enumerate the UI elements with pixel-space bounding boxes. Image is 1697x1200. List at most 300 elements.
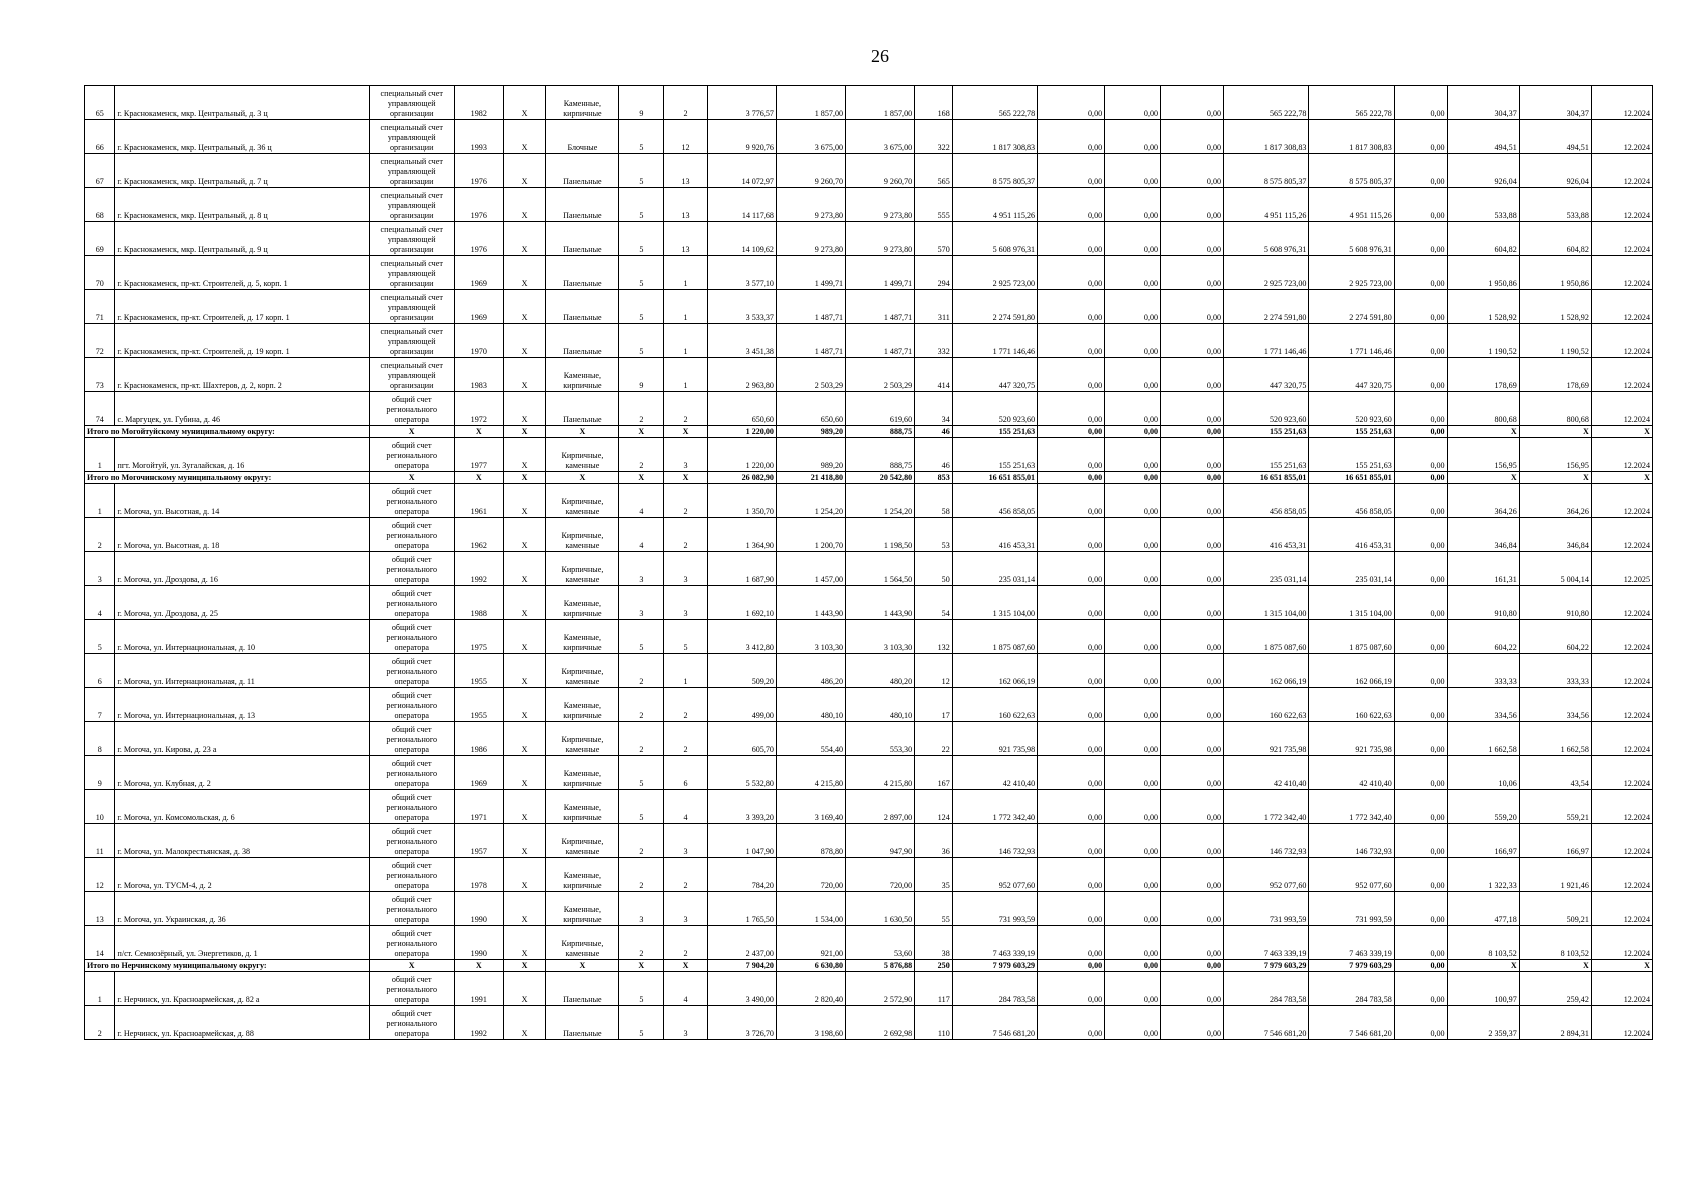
account-type-cell-line: организации bbox=[389, 347, 434, 356]
residents-cell: 46 bbox=[915, 426, 953, 438]
row-number: 72 bbox=[85, 324, 115, 358]
area1-cell: 1 534,00 bbox=[776, 892, 845, 926]
total-area-cell: 3 490,00 bbox=[707, 972, 776, 1006]
floors-cell: 5 bbox=[619, 222, 664, 256]
other-cell: 0,00 bbox=[1394, 324, 1447, 358]
table-row bbox=[85, 1006, 1653, 1040]
x-cell: X bbox=[503, 1006, 546, 1040]
unit1-cell: 334,56 bbox=[1447, 688, 1519, 722]
account-type-cell-line: регионального bbox=[386, 667, 438, 676]
f3-cell: 0,00 bbox=[1161, 790, 1224, 824]
material-cell-line: Панельные bbox=[563, 279, 602, 288]
x-cell: X bbox=[503, 926, 546, 960]
date-cell: 12.2024 bbox=[1591, 188, 1652, 222]
residents-cell: 36 bbox=[915, 824, 953, 858]
material-cell bbox=[546, 154, 619, 188]
area1-cell: 2 503,29 bbox=[776, 358, 845, 392]
f2-cell: 0,00 bbox=[1105, 824, 1161, 858]
own2-cell: 235 031,14 bbox=[1309, 552, 1394, 586]
area2-cell: 20 542,80 bbox=[846, 472, 915, 484]
unit2-cell: 604,82 bbox=[1519, 222, 1591, 256]
account-type-cell bbox=[369, 722, 454, 756]
unit2-cell: 604,22 bbox=[1519, 620, 1591, 654]
own2-cell: 2 925 723,00 bbox=[1309, 256, 1394, 290]
floors-cell: 2 bbox=[619, 688, 664, 722]
year-cell: 1976 bbox=[454, 154, 503, 188]
own1-cell: 160 622,63 bbox=[1224, 688, 1309, 722]
entrances-cell: 2 bbox=[664, 858, 708, 892]
floors-cell: 5 bbox=[619, 154, 664, 188]
other-cell: 0,00 bbox=[1394, 188, 1447, 222]
material-cell bbox=[546, 484, 619, 518]
account-type-cell bbox=[369, 688, 454, 722]
unit2-cell: 910,80 bbox=[1519, 586, 1591, 620]
f1-cell: 0,00 bbox=[1038, 688, 1105, 722]
account-type-cell-line: оператора bbox=[394, 779, 429, 788]
row-number: 5 bbox=[85, 620, 115, 654]
f3-cell: 0,00 bbox=[1161, 518, 1224, 552]
material-cell-line: Кирпичные, bbox=[561, 837, 604, 846]
material-cell-line: Кирпичные, bbox=[561, 735, 604, 744]
other-cell: 0,00 bbox=[1394, 472, 1447, 484]
area2-cell: 2 503,29 bbox=[846, 358, 915, 392]
account-type-cell bbox=[369, 392, 454, 426]
table-row bbox=[85, 154, 1653, 188]
residents-cell: 168 bbox=[915, 86, 953, 120]
own2-cell: 16 651 855,01 bbox=[1309, 472, 1394, 484]
area1-cell: 4 215,80 bbox=[776, 756, 845, 790]
area2-cell: 2 572,90 bbox=[846, 972, 915, 1006]
area2-cell: 553,30 bbox=[846, 722, 915, 756]
material-cell-line: Кирпичные, bbox=[561, 497, 604, 506]
cost-cell: 284 783,58 bbox=[952, 972, 1037, 1006]
f2-cell: 0,00 bbox=[1105, 484, 1161, 518]
year-cell: 1978 bbox=[454, 858, 503, 892]
cost-cell: 146 732,93 bbox=[952, 824, 1037, 858]
cost-cell: 1 315 104,00 bbox=[952, 586, 1037, 620]
unit2-cell: 926,04 bbox=[1519, 154, 1591, 188]
unit1-cell: 494,51 bbox=[1447, 120, 1519, 154]
residents-cell: 110 bbox=[915, 1006, 953, 1040]
unit1-cell: 161,31 bbox=[1447, 552, 1519, 586]
account-type-cell bbox=[369, 972, 454, 1006]
material-cell-line: Кирпичные, bbox=[561, 531, 604, 540]
unit2-cell: 43,54 bbox=[1519, 756, 1591, 790]
total-area-cell: 2 963,80 bbox=[707, 358, 776, 392]
residents-cell: 322 bbox=[915, 120, 953, 154]
other-cell: 0,00 bbox=[1394, 120, 1447, 154]
account-type-cell-line: регионального bbox=[386, 735, 438, 744]
cost-cell: 8 575 805,37 bbox=[952, 154, 1037, 188]
f1-cell: 0,00 bbox=[1038, 926, 1105, 960]
account-type-cell-line: регионального bbox=[386, 451, 438, 460]
f1-cell: 0,00 bbox=[1038, 324, 1105, 358]
cost-cell: 160 622,63 bbox=[952, 688, 1037, 722]
own1-cell: 1 772 342,40 bbox=[1224, 790, 1309, 824]
account-type-cell-line: организации bbox=[389, 313, 434, 322]
material-cell-line: кирпичные bbox=[563, 381, 602, 390]
floors-cell: 5 bbox=[619, 120, 664, 154]
cost-cell: 416 453,31 bbox=[952, 518, 1037, 552]
own1-cell: 416 453,31 bbox=[1224, 518, 1309, 552]
date-cell: 12.2024 bbox=[1591, 358, 1652, 392]
cost-cell: 565 222,78 bbox=[952, 86, 1037, 120]
f2-cell: 0,00 bbox=[1105, 756, 1161, 790]
area2-cell: 1 499,71 bbox=[846, 256, 915, 290]
year-cell: X bbox=[454, 426, 503, 438]
area2-cell: 1 487,71 bbox=[846, 324, 915, 358]
other-cell: 0,00 bbox=[1394, 688, 1447, 722]
own2-cell: 5 608 976,31 bbox=[1309, 222, 1394, 256]
f1-cell: 0,00 bbox=[1038, 620, 1105, 654]
total-area-cell: 3 776,57 bbox=[707, 86, 776, 120]
f3-cell: 0,00 bbox=[1161, 222, 1224, 256]
row-number: 4 bbox=[85, 586, 115, 620]
own1-cell: 1 315 104,00 bbox=[1224, 586, 1309, 620]
own2-cell: 1 817 308,83 bbox=[1309, 120, 1394, 154]
residents-cell: 555 bbox=[915, 188, 953, 222]
table-row bbox=[85, 688, 1653, 722]
f3-cell: 0,00 bbox=[1161, 120, 1224, 154]
x-cell: X bbox=[503, 120, 546, 154]
account-type-cell-line: организации bbox=[389, 245, 434, 254]
year-cell: 1988 bbox=[454, 586, 503, 620]
material-cell-line: Каменные, bbox=[563, 633, 602, 642]
unit1-cell: 304,37 bbox=[1447, 86, 1519, 120]
area2-cell: 3 103,30 bbox=[846, 620, 915, 654]
area1-cell: 21 418,80 bbox=[776, 472, 845, 484]
row-number: 73 bbox=[85, 358, 115, 392]
area1-cell: 1 443,90 bbox=[776, 586, 845, 620]
unit2-cell: 259,42 bbox=[1519, 972, 1591, 1006]
entrances-cell: 1 bbox=[664, 358, 708, 392]
f1-cell: 0,00 bbox=[1038, 290, 1105, 324]
f2-cell: 0,00 bbox=[1105, 960, 1161, 972]
area2-cell: 480,10 bbox=[846, 688, 915, 722]
entrances-cell: 6 bbox=[664, 756, 708, 790]
x-cell: X bbox=[503, 358, 546, 392]
x-cell: X bbox=[503, 620, 546, 654]
x-cell: X bbox=[503, 688, 546, 722]
area1-cell: 650,60 bbox=[776, 392, 845, 426]
unit1-cell: 364,26 bbox=[1447, 484, 1519, 518]
residents-cell: 565 bbox=[915, 154, 953, 188]
material-cell-line: Каменные, bbox=[563, 803, 602, 812]
row-number: 2 bbox=[85, 1006, 115, 1040]
x-cell: X bbox=[503, 552, 546, 586]
area2-cell: 947,90 bbox=[846, 824, 915, 858]
total-area-cell: 3 577,10 bbox=[707, 256, 776, 290]
account-type-cell bbox=[369, 552, 454, 586]
subtotal-label: Итого по Нерчинскому муниципальному округу: bbox=[85, 960, 370, 972]
account-type-cell-line: специальный счет bbox=[380, 191, 443, 200]
material-cell-line: каменные bbox=[565, 541, 600, 550]
year-cell: 1976 bbox=[454, 188, 503, 222]
table-row bbox=[85, 858, 1653, 892]
unit2-cell: 334,56 bbox=[1519, 688, 1591, 722]
other-cell: 0,00 bbox=[1394, 972, 1447, 1006]
year-cell: 1992 bbox=[454, 1006, 503, 1040]
material-cell-line: Кирпичные, bbox=[561, 667, 604, 676]
account-type-cell-line: управляющей bbox=[387, 371, 436, 380]
residents-cell: 53 bbox=[915, 518, 953, 552]
own2-cell: 1 875 087,60 bbox=[1309, 620, 1394, 654]
f3-cell: 0,00 bbox=[1161, 552, 1224, 586]
own2-cell: 921 735,98 bbox=[1309, 722, 1394, 756]
entrances-cell: 1 bbox=[664, 256, 708, 290]
unit2-cell: 1 662,58 bbox=[1519, 722, 1591, 756]
year-cell: 1986 bbox=[454, 722, 503, 756]
floors-cell: 5 bbox=[619, 290, 664, 324]
register-table bbox=[84, 85, 1653, 1040]
total-area-cell: 5 532,80 bbox=[707, 756, 776, 790]
residents-cell: 853 bbox=[915, 472, 953, 484]
row-number: 1 bbox=[85, 972, 115, 1006]
own2-cell: 731 993,59 bbox=[1309, 892, 1394, 926]
row-number: 10 bbox=[85, 790, 115, 824]
row-number: 2 bbox=[85, 518, 115, 552]
x-cell: X bbox=[503, 972, 546, 1006]
floors-cell: 4 bbox=[619, 518, 664, 552]
material-cell-line: каменные bbox=[565, 575, 600, 584]
f3-cell: 0,00 bbox=[1161, 892, 1224, 926]
area1-cell: 1 200,70 bbox=[776, 518, 845, 552]
unit1-cell: 559,20 bbox=[1447, 790, 1519, 824]
total-area-cell: 1 047,90 bbox=[707, 824, 776, 858]
address-cell: г. Нерчинск, ул. Красноармейская, д. 88 bbox=[115, 1006, 369, 1040]
entrances-cell: 2 bbox=[664, 484, 708, 518]
area1-cell: 1 254,20 bbox=[776, 484, 845, 518]
unit1-cell: 1 322,33 bbox=[1447, 858, 1519, 892]
own2-cell: 155 251,63 bbox=[1309, 426, 1394, 438]
unit2-cell: 178,69 bbox=[1519, 358, 1591, 392]
row-number: 13 bbox=[85, 892, 115, 926]
f3-cell: 0,00 bbox=[1161, 824, 1224, 858]
table-row bbox=[85, 586, 1653, 620]
cost-cell: 2 274 591,80 bbox=[952, 290, 1037, 324]
own1-cell: 5 608 976,31 bbox=[1224, 222, 1309, 256]
area1-cell: 2 820,40 bbox=[776, 972, 845, 1006]
material-cell bbox=[546, 552, 619, 586]
entrances-cell: 2 bbox=[664, 722, 708, 756]
address-cell: г. Могоча, ул. Интернациональная, д. 13 bbox=[115, 688, 369, 722]
account-type-cell-line: оператора bbox=[394, 541, 429, 550]
material-cell-line: Каменные, bbox=[563, 599, 602, 608]
table-row bbox=[85, 756, 1653, 790]
total-area-cell: 2 437,00 bbox=[707, 926, 776, 960]
area2-cell: 1 630,50 bbox=[846, 892, 915, 926]
cost-cell: 520 923,60 bbox=[952, 392, 1037, 426]
area2-cell: 1 564,50 bbox=[846, 552, 915, 586]
other-cell: 0,00 bbox=[1394, 926, 1447, 960]
account-type-cell bbox=[369, 654, 454, 688]
material-cell bbox=[546, 722, 619, 756]
account-type-cell bbox=[369, 324, 454, 358]
residents-cell: 17 bbox=[915, 688, 953, 722]
f1-cell: 0,00 bbox=[1038, 790, 1105, 824]
floors-cell: 2 bbox=[619, 858, 664, 892]
area2-cell: 480,20 bbox=[846, 654, 915, 688]
date-cell: 12.2024 bbox=[1591, 1006, 1652, 1040]
other-cell: 0,00 bbox=[1394, 1006, 1447, 1040]
area2-cell: 1 198,50 bbox=[846, 518, 915, 552]
entrances-cell: 3 bbox=[664, 438, 708, 472]
address-cell: г. Краснокаменск, мкр. Центральный, д. 36 ц bbox=[115, 120, 369, 154]
x-cell: X bbox=[503, 824, 546, 858]
date-cell: 12.2024 bbox=[1591, 756, 1652, 790]
x-cell: X bbox=[503, 892, 546, 926]
unit1-cell: 156,95 bbox=[1447, 438, 1519, 472]
floors-cell: X bbox=[619, 426, 664, 438]
unit2-cell: 1 528,92 bbox=[1519, 290, 1591, 324]
material-cell-line: кирпичные bbox=[563, 711, 602, 720]
row-number: 11 bbox=[85, 824, 115, 858]
floors-cell: 2 bbox=[619, 392, 664, 426]
row-number: 9 bbox=[85, 756, 115, 790]
unit1-cell: 178,69 bbox=[1447, 358, 1519, 392]
own1-cell: 456 858,05 bbox=[1224, 484, 1309, 518]
table-row bbox=[85, 324, 1653, 358]
material-cell-line: кирпичные bbox=[563, 109, 602, 118]
material-cell bbox=[546, 688, 619, 722]
x-cell: X bbox=[503, 790, 546, 824]
residents-cell: 167 bbox=[915, 756, 953, 790]
floors-cell: 2 bbox=[619, 824, 664, 858]
account-type-cell-line: специальный счет bbox=[380, 327, 443, 336]
material-cell bbox=[546, 620, 619, 654]
other-cell: 0,00 bbox=[1394, 552, 1447, 586]
material-cell-line: кирпичные bbox=[563, 915, 602, 924]
unit1-cell: X bbox=[1447, 426, 1519, 438]
unit2-cell: 364,26 bbox=[1519, 484, 1591, 518]
cost-cell: 447 320,75 bbox=[952, 358, 1037, 392]
cost-cell: 42 410,40 bbox=[952, 756, 1037, 790]
account-type-cell-line: общий счет bbox=[391, 589, 432, 598]
cost-cell: 7 546 681,20 bbox=[952, 1006, 1037, 1040]
unit1-cell: 604,22 bbox=[1447, 620, 1519, 654]
account-type-cell-line: специальный счет bbox=[380, 157, 443, 166]
f2-cell: 0,00 bbox=[1105, 858, 1161, 892]
material-cell bbox=[546, 518, 619, 552]
cost-cell: 1 817 308,83 bbox=[952, 120, 1037, 154]
account-type-cell-line: управляющей bbox=[387, 235, 436, 244]
account-type-cell-line: управляющей bbox=[387, 167, 436, 176]
unit1-cell: 1 528,92 bbox=[1447, 290, 1519, 324]
total-area-cell: 1 364,90 bbox=[707, 518, 776, 552]
other-cell: 0,00 bbox=[1394, 620, 1447, 654]
register-table-body bbox=[85, 86, 1653, 1040]
residents-cell: 332 bbox=[915, 324, 953, 358]
account-type-cell bbox=[369, 438, 454, 472]
unit1-cell: 8 103,52 bbox=[1447, 926, 1519, 960]
material-cell bbox=[546, 790, 619, 824]
table-row bbox=[85, 620, 1653, 654]
material-cell-line: Каменные, bbox=[563, 371, 602, 380]
own2-cell: 284 783,58 bbox=[1309, 972, 1394, 1006]
floors-cell: 5 bbox=[619, 324, 664, 358]
account-type-cell-line: регионального bbox=[386, 1019, 438, 1028]
own1-cell: 7 979 603,29 bbox=[1224, 960, 1309, 972]
f3-cell: 0,00 bbox=[1161, 688, 1224, 722]
date-cell: 12.2024 bbox=[1591, 290, 1652, 324]
address-cell: г. Могоча, ул. Высотная, д. 18 bbox=[115, 518, 369, 552]
floors-cell: 9 bbox=[619, 86, 664, 120]
table-row bbox=[85, 722, 1653, 756]
own2-cell: 42 410,40 bbox=[1309, 756, 1394, 790]
f1-cell: 0,00 bbox=[1038, 1006, 1105, 1040]
account-type-cell-line: специальный счет bbox=[380, 293, 443, 302]
material-cell-line: Каменные, bbox=[563, 871, 602, 880]
residents-cell: 570 bbox=[915, 222, 953, 256]
material-cell-line: каменные bbox=[565, 677, 600, 686]
material-cell bbox=[546, 438, 619, 472]
address-cell: г. Могоча, ул. ТУСМ-4, д. 2 bbox=[115, 858, 369, 892]
floors-cell: 9 bbox=[619, 358, 664, 392]
residents-cell: 46 bbox=[915, 438, 953, 472]
date-cell: 12.2024 bbox=[1591, 892, 1652, 926]
row-number: 8 bbox=[85, 722, 115, 756]
area2-cell: 9 273,80 bbox=[846, 222, 915, 256]
area2-cell: 3 675,00 bbox=[846, 120, 915, 154]
material-cell-line: каменные bbox=[565, 507, 600, 516]
unit2-cell: 2 894,31 bbox=[1519, 1006, 1591, 1040]
f3-cell: 0,00 bbox=[1161, 86, 1224, 120]
unit2-cell: 304,37 bbox=[1519, 86, 1591, 120]
address-cell: г. Могоча, ул. Интернациональная, д. 10 bbox=[115, 620, 369, 654]
floors-cell: 5 bbox=[619, 972, 664, 1006]
other-cell: 0,00 bbox=[1394, 358, 1447, 392]
address-cell: г. Могоча, ул. Интернациональная, д. 11 bbox=[115, 654, 369, 688]
address-cell: г. Краснокаменск, пр-кт. Строителей, д. 19 корп. 1 bbox=[115, 324, 369, 358]
entrances-cell: 2 bbox=[664, 86, 708, 120]
own2-cell: 1 315 104,00 bbox=[1309, 586, 1394, 620]
f1-cell: 0,00 bbox=[1038, 552, 1105, 586]
address-cell: г. Краснокаменск, мкр. Центральный, д. 8 ц bbox=[115, 188, 369, 222]
own1-cell: 565 222,78 bbox=[1224, 86, 1309, 120]
area2-cell: 9 273,80 bbox=[846, 188, 915, 222]
material-cell bbox=[546, 972, 619, 1006]
area2-cell: 619,60 bbox=[846, 392, 915, 426]
x-cell: X bbox=[503, 438, 546, 472]
cost-cell: 2 925 723,00 bbox=[952, 256, 1037, 290]
f2-cell: 0,00 bbox=[1105, 222, 1161, 256]
date-cell: 12.2024 bbox=[1591, 858, 1652, 892]
entrances-cell: 3 bbox=[664, 824, 708, 858]
floors-cell: 2 bbox=[619, 722, 664, 756]
date-cell: 12.2024 bbox=[1591, 222, 1652, 256]
date-cell: 12.2024 bbox=[1591, 926, 1652, 960]
own2-cell: 952 077,60 bbox=[1309, 858, 1394, 892]
f1-cell: 0,00 bbox=[1038, 392, 1105, 426]
row-number: 14 bbox=[85, 926, 115, 960]
own2-cell: 155 251,63 bbox=[1309, 438, 1394, 472]
row-number: 71 bbox=[85, 290, 115, 324]
account-type-cell-line: общий счет bbox=[391, 441, 432, 450]
account-type-cell-line: регионального bbox=[386, 497, 438, 506]
account-type-cell-line: оператора bbox=[394, 847, 429, 856]
material-cell bbox=[546, 188, 619, 222]
floors-cell: 2 bbox=[619, 438, 664, 472]
area1-cell: 3 103,30 bbox=[776, 620, 845, 654]
account-type-cell bbox=[369, 892, 454, 926]
total-area-cell: 3 451,38 bbox=[707, 324, 776, 358]
own1-cell: 4 951 115,26 bbox=[1224, 188, 1309, 222]
account-type-cell-line: специальный счет bbox=[380, 123, 443, 132]
date-cell: 12.2024 bbox=[1591, 972, 1652, 1006]
other-cell: 0,00 bbox=[1394, 518, 1447, 552]
own2-cell: 456 858,05 bbox=[1309, 484, 1394, 518]
x-cell: X bbox=[503, 586, 546, 620]
